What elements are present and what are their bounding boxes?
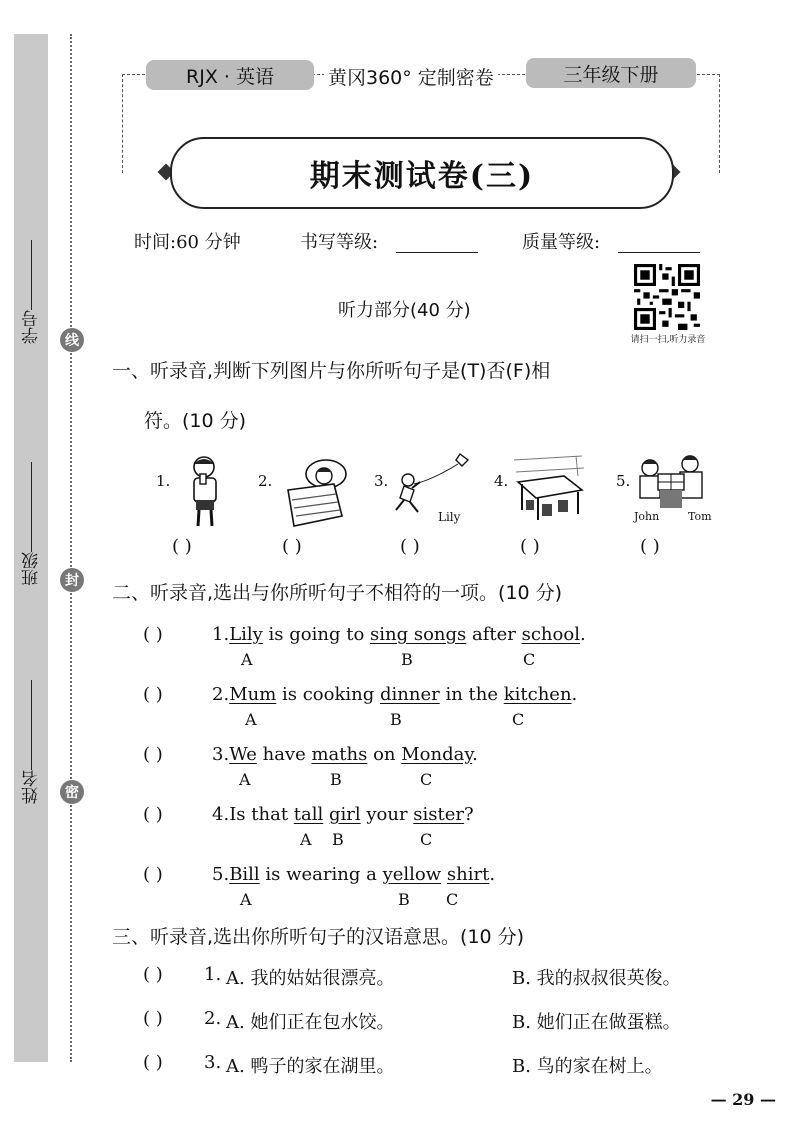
option-letter: A [245,710,257,729]
listening-part-title: 听力部分(40 分) [338,300,471,321]
list-item [0,740,794,790]
option-letter: B [332,830,344,849]
sentence: 4.Is that tall girl your sister? [212,804,474,825]
grade-pill: 三年级下册 [526,58,696,88]
qr-code-icon[interactable] [634,264,700,330]
sentence: 2.Mum is cooking dinner in the kitchen. [212,684,578,705]
answer-blank[interactable]: ( ) [143,1052,163,1073]
qr-caption: 请扫一扫,听力录音 [630,335,706,345]
option-letter: C [523,650,536,669]
girl-sleeping-icon [284,454,350,530]
option-letter: A [239,770,251,789]
sentence: 5.Bill is wearing a yellow shirt. [212,864,496,885]
list-item [0,962,794,998]
item-number: 1. [204,964,222,985]
sentence: 1.Lily is going to sing songs after school. [212,624,586,645]
time-limit: 时间:60 分钟 [134,232,241,253]
answer-blank[interactable]: ( ) [172,536,192,557]
list-item [0,800,794,850]
page-number: — 29 — [710,1090,776,1109]
option-letter: C [420,770,433,789]
option-b: B. 她们正在做蛋糕。 [512,1012,681,1033]
section2-list [0,620,794,920]
option-letter: C [512,710,525,729]
answer-blank[interactable]: ( ) [143,964,163,985]
option-letter: C [446,890,459,909]
writing-grade-label: 书写等级: [300,232,379,253]
item-number: 2. [204,1008,222,1029]
option-letter: A [240,890,252,909]
exam-title: 期末测试卷(三) [170,137,674,209]
list-item [0,680,794,730]
option-letter: B [330,770,342,789]
picture-row [0,450,794,560]
picture-number: 5. [616,472,631,490]
option-a: A. 我的姑姑很漂亮。 [226,968,395,989]
answer-blank[interactable]: ( ) [143,864,163,885]
series-name: 黄冈360° 定制密卷 [324,63,498,90]
option-b: B. 鸟的家在树上。 [512,1056,663,1077]
item-number: 3. [204,1052,222,1073]
answer-blank[interactable]: ( ) [143,684,163,705]
sentence: 3.We have maths on Monday. [212,744,478,765]
option-letter: A [300,830,312,849]
classroom-desks-icon [512,454,588,524]
answer-blank[interactable]: ( ) [520,536,540,557]
option-b: B. 我的叔叔很英俊。 [512,968,681,989]
answer-blank[interactable]: ( ) [640,536,660,557]
list-item [0,860,794,910]
boys-playing-chess-icon [636,452,706,510]
section1-title: 一、听录音,判断下列图片与你所听句子是(T)否(F)相 [112,360,551,382]
option-letter: B [390,710,402,729]
option-a: A. 鸭子的家在湖里。 [226,1056,395,1077]
answer-blank[interactable]: ( ) [143,624,163,645]
subject-pill: RJX · 英语 [146,60,314,90]
answer-blank[interactable]: ( ) [143,1008,163,1029]
list-item [0,1050,794,1086]
option-letter: B [401,650,413,669]
quality-grade-label: 质量等级: [522,232,601,253]
writing-grade-blank[interactable] [396,230,478,253]
picture-label-john: John [634,510,660,523]
picture-label-lily: Lily [438,510,461,524]
picture-number: 1. [156,472,171,490]
list-item [0,620,794,670]
answer-blank[interactable]: ( ) [400,536,420,557]
binding-marker-feng: 封 [60,568,84,592]
section3-list [0,962,794,1092]
answer-blank[interactable]: ( ) [143,744,163,765]
option-letter: A [241,650,253,669]
boy-drinking-icon [182,454,228,530]
picture-number: 3. [374,472,389,490]
option-a: A. 她们正在包水饺。 [226,1012,395,1033]
section2-title: 二、听录音,选出与你所听句子不相符的一项。(10 分) [112,582,563,604]
answer-blank[interactable]: ( ) [282,536,302,557]
list-item [0,1006,794,1042]
quality-grade-blank[interactable] [618,230,700,253]
section3-title: 三、听录音,选出你所听句子的汉语意思。(10 分) [112,926,525,948]
picture-number: 2. [258,472,273,490]
class-field[interactable]: 班级 [16,458,46,586]
answer-blank[interactable]: ( ) [143,804,163,825]
name-field[interactable]: 姓名 [16,676,46,804]
section1-title-cont: 符。(10 分) [144,410,247,432]
binding-marker-xian: 线 [60,328,84,352]
binding-marker-mi: 密 [60,780,84,804]
picture-number: 4. [494,472,509,490]
student-id-field[interactable]: 学号 [16,236,46,344]
option-letter: B [398,890,410,909]
picture-label-tom: Tom [688,510,712,523]
girl-flying-kite-icon [392,450,474,516]
option-letter: C [420,830,433,849]
